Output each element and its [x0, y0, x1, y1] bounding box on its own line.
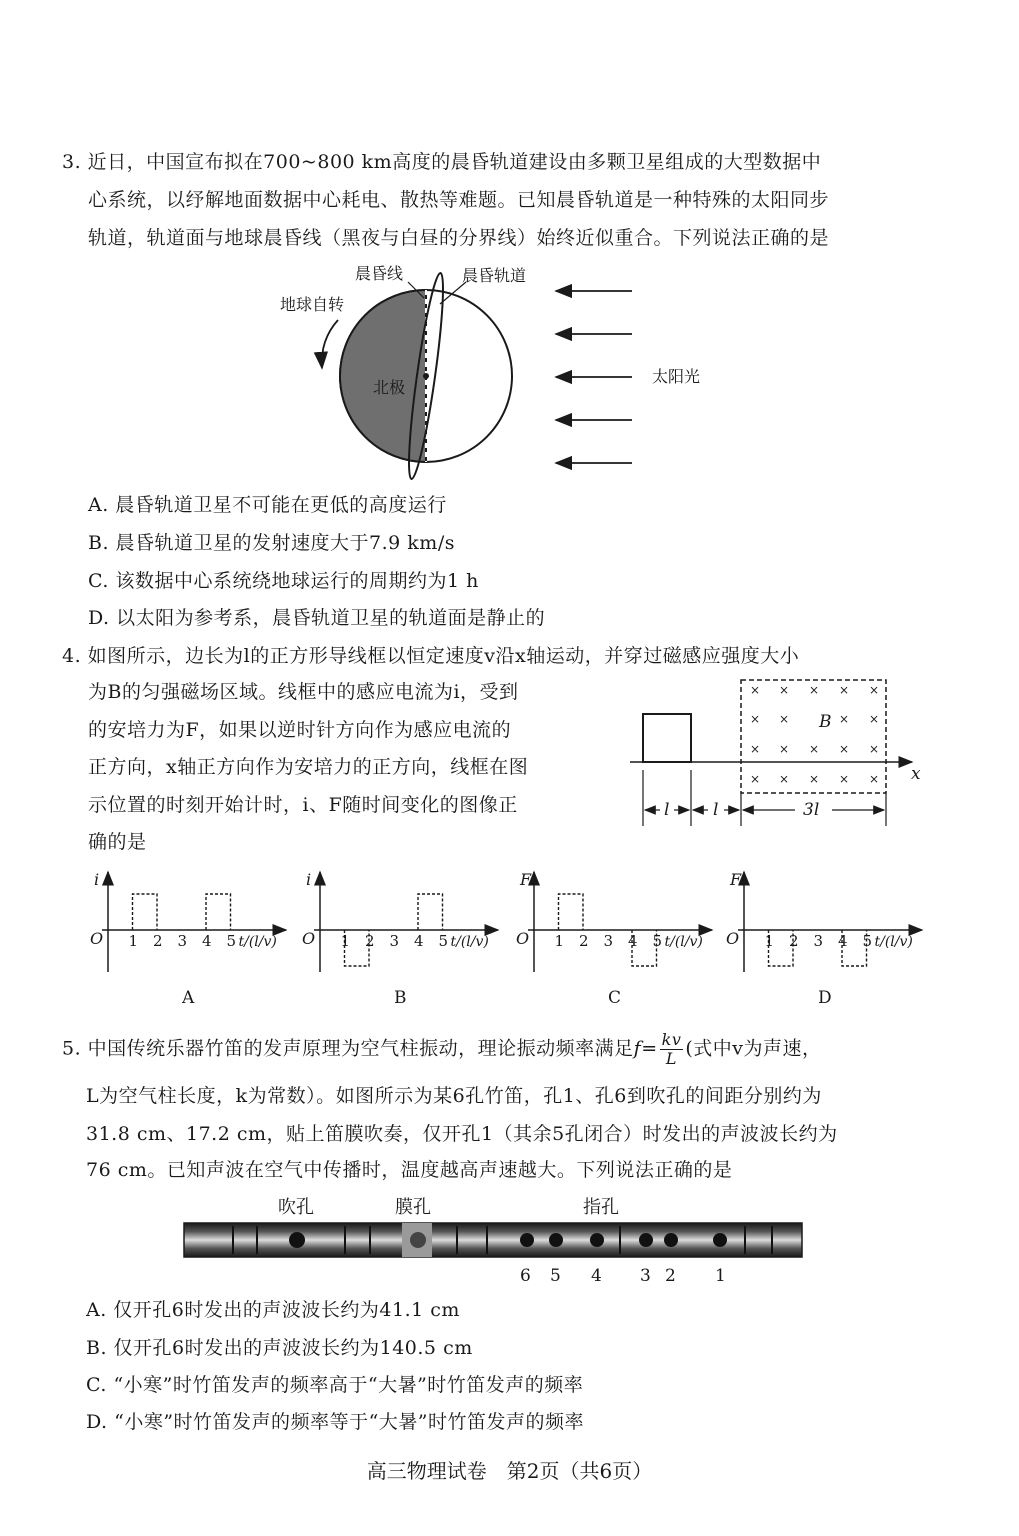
formula-numerator: kv: [661, 1030, 682, 1049]
q5-line-2: L为空气柱长度，k为常数）。如图所示为某6孔竹笛，孔1、孔6到吹孔的间距分别约为: [86, 1085, 822, 1107]
terminator-label: 晨昏线: [355, 264, 404, 283]
field-cross: ×: [778, 742, 790, 756]
finger-hole-3: [639, 1233, 653, 1247]
q5-option-b: B. 仅开孔6时发出的声波波长约为140.5 cm: [86, 1337, 473, 1359]
finger-hole-2: [664, 1233, 678, 1247]
graph-tick-label: 3: [813, 932, 824, 950]
q3-option-c: C. 该数据中心系统绕地球运行的周期约为1 h: [88, 570, 479, 592]
field-cross: ×: [778, 712, 790, 726]
dim-1-label: l: [664, 800, 670, 820]
field-cross: ×: [808, 683, 820, 697]
graph-origin: O: [90, 929, 104, 948]
graph-tick-label: 1: [764, 932, 775, 950]
q3-option-b: B. 晨昏轨道卫星的发射速度大于7.9 km/s: [88, 532, 455, 554]
graph-tick-label: 3: [389, 932, 400, 950]
finger-hole-4: [590, 1233, 604, 1247]
field-cross: ×: [749, 742, 761, 756]
formula-lhs: f=: [633, 1037, 658, 1060]
q5-option-c: C. “小寒”时竹笛发声的频率高于“大暑”时竹笛发声的频率: [86, 1374, 584, 1396]
q4-line-2: 为B的匀强磁场区域。线框中的感应电流为i，受到: [88, 681, 519, 703]
hole-number-3: 3: [640, 1266, 651, 1286]
graph-tick-label: 4: [628, 932, 638, 950]
graph-tick-label: 2: [789, 932, 799, 950]
q3-line-2: 心系统，以纾解地面数据中心耗电、散热等难题。已知晨昏轨道是一种特殊的太阳同步: [88, 189, 830, 211]
dim-3-label: 3l: [803, 800, 820, 820]
membrane-hole: [410, 1232, 426, 1248]
graph-tick-label: 2: [153, 932, 163, 950]
graph-tick-label: 1: [340, 932, 351, 950]
hole-number-1: 1: [715, 1266, 726, 1286]
field-cross: ×: [838, 683, 850, 697]
orbit-label: 晨昏轨道: [462, 266, 527, 285]
graph-tick-label: 1: [128, 932, 139, 950]
hole-number-5: 5: [550, 1266, 561, 1286]
graph-origin: O: [516, 929, 530, 948]
graph-letter: C: [608, 988, 622, 1008]
graph-tick-label: 2: [365, 932, 375, 950]
field-cross: ×: [868, 712, 880, 726]
field-cross: ×: [749, 712, 761, 726]
graph-letter: A: [182, 988, 195, 1008]
q4-line-4: 正方向，x轴正方向作为安培力的正方向，线框在图: [88, 756, 529, 778]
field-cross: ×: [749, 683, 761, 697]
sunlight-label: 太阳光: [652, 367, 701, 386]
graph-tick-label: 2: [579, 932, 589, 950]
q4-line-3: 的安培力为F，如果以逆时针方向作为感应电流的: [88, 719, 512, 741]
blow-hole-label: 吹孔: [278, 1197, 314, 1218]
field-cross: ×: [868, 772, 880, 786]
graph-letter: D: [818, 988, 832, 1008]
graph-y-label: i: [94, 870, 100, 889]
finger-hole-6: [520, 1233, 534, 1247]
graph-tick-label: 4: [414, 932, 424, 950]
q3-option-a: A. 晨昏轨道卫星不可能在更低的高度运行: [88, 494, 447, 516]
q5-line-1-post: (式中v为声速，: [685, 1037, 822, 1060]
graph-letter: B: [394, 988, 407, 1008]
graph-tick-label: 5: [438, 932, 449, 950]
hole-number-2: 2: [665, 1266, 676, 1286]
pole-label: 北极: [373, 378, 406, 397]
graph-t-label: t/(l/v): [238, 934, 277, 950]
graph-tick-label: 4: [202, 932, 212, 950]
q3-option-d: D. 以太阳为参考系，晨昏轨道卫星的轨道面是静止的: [88, 607, 546, 629]
graph-origin: O: [726, 929, 740, 948]
q5-line-1-pre: 5. 中国传统乐器竹笛的发声原理为空气柱振动，理论振动频率满足: [62, 1037, 634, 1060]
graph-origin: O: [302, 929, 316, 948]
dim-2-label: l: [713, 800, 719, 820]
q5-line-3: 31.8 cm、17.2 cm，贴上笛膜吹奏，仅开孔1（其余5孔闭合）时发出的声波波长约为: [86, 1123, 838, 1145]
rotation-label: 地球自转: [280, 295, 345, 314]
graph-y-label: F: [730, 870, 742, 889]
flute-body: [184, 1223, 802, 1257]
membrane-hole-label: 膜孔: [395, 1197, 431, 1218]
graph-tick-label: 3: [177, 932, 188, 950]
graph-tick-label: 5: [226, 932, 237, 950]
page-footer: 高三物理试卷 第2页（共6页）: [366, 1459, 653, 1483]
field-cross: ×: [778, 683, 790, 697]
field-cross: ×: [808, 772, 820, 786]
finger-holes-label: 指孔: [583, 1197, 619, 1218]
formula-denominator: L: [665, 1049, 678, 1068]
field-cross: ×: [808, 742, 820, 756]
field-cross: ×: [868, 742, 880, 756]
graph-tick-label: 4: [838, 932, 848, 950]
finger-hole-1: [713, 1233, 727, 1247]
graph-y-label: i: [306, 870, 312, 889]
graph-t-label: t/(l/v): [874, 934, 913, 950]
graph-t-label: t/(l/v): [450, 934, 489, 950]
field-cross: ×: [838, 772, 850, 786]
q3-line-3: 轨道，轨道面与地球晨昏线（黑夜与白昼的分界线）始终近似重合。下列说法正确的是: [88, 227, 830, 249]
q5-option-a: A. 仅开孔6时发出的声波波长约为41.1 cm: [86, 1299, 460, 1321]
field-label: B: [819, 712, 832, 732]
graph-y-label: F: [520, 870, 532, 889]
field-cross: ×: [778, 772, 790, 786]
q4-line-1: 4. 如图所示，边长为l的正方形导线框以恒定速度v沿x轴运动，并穿过磁感应强度大小: [62, 645, 800, 667]
q4-line-5: 示位置的时刻开始计时，i、F随时间变化的图像正: [88, 794, 518, 816]
q3-line-1: 3. 近日，中国宣布拟在700~800 km高度的晨昏轨道建设由多颗卫星组成的大型数据中: [62, 151, 822, 173]
hole-number-6: 6: [520, 1266, 531, 1286]
finger-hole-5: [549, 1233, 563, 1247]
field-cross: ×: [838, 742, 850, 756]
x-axis-label: x: [911, 764, 921, 784]
field-cross: ×: [838, 712, 850, 726]
graph-tick-label: 3: [603, 932, 614, 950]
field-cross: ×: [868, 683, 880, 697]
graph-tick-label: 5: [862, 932, 873, 950]
field-cross: ×: [749, 772, 761, 786]
graph-tick-label: 5: [652, 932, 663, 950]
hole-number-4: 4: [591, 1266, 602, 1286]
q4-line-6: 确的是: [88, 831, 147, 853]
graph-tick-label: 1: [554, 932, 565, 950]
graph-t-label: t/(l/v): [664, 934, 703, 950]
q5-line-4: 76 cm。已知声波在空气中传播时，温度越高声速越大。下列说法正确的是: [86, 1159, 733, 1181]
blow-hole: [289, 1232, 305, 1248]
q5-option-d: D. “小寒”时竹笛发声的频率等于“大暑”时竹笛发声的频率: [86, 1411, 584, 1433]
